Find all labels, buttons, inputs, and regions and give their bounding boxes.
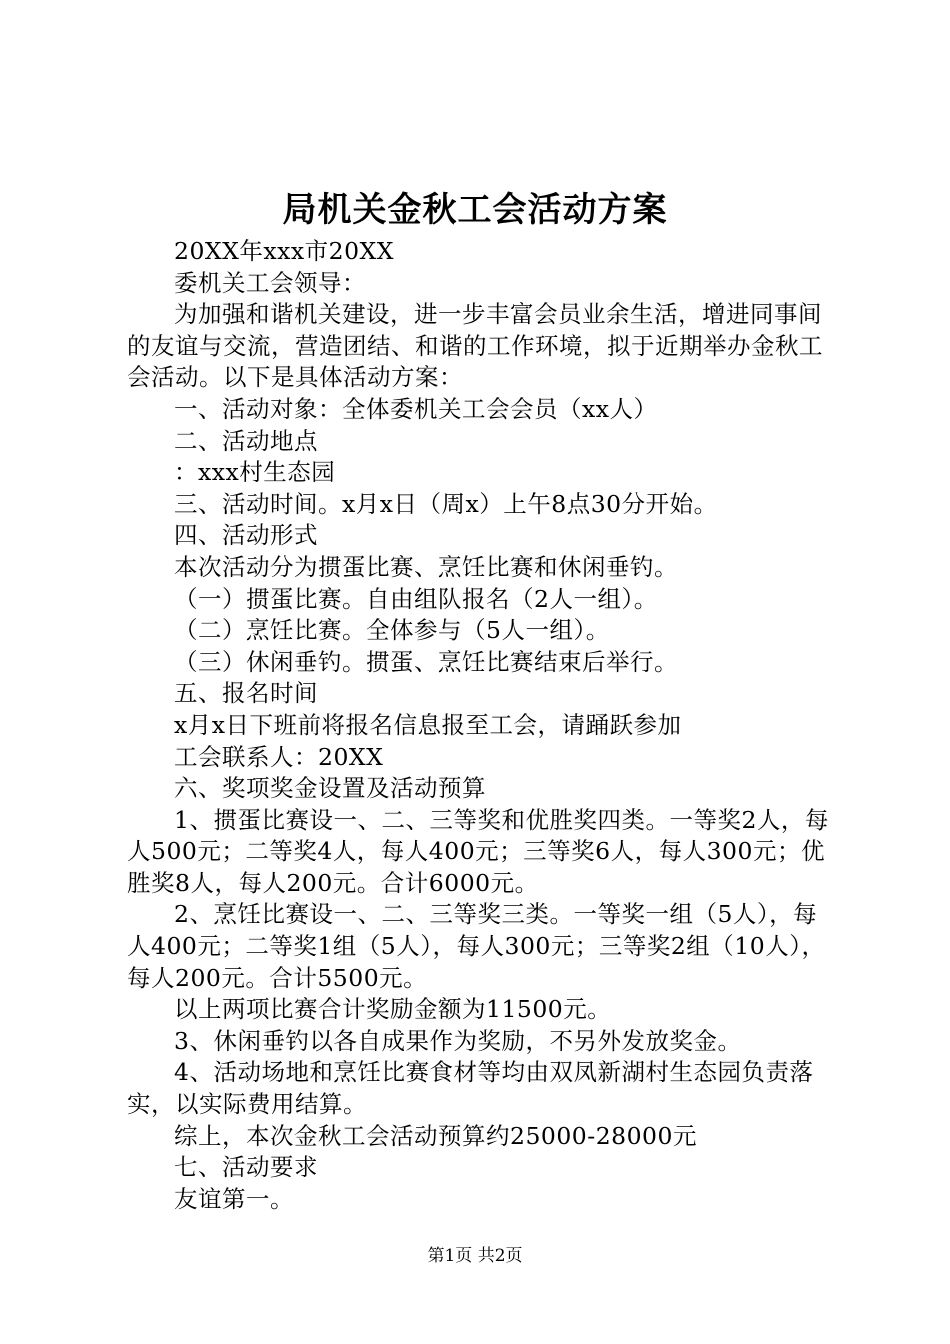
body-paragraph: 五、报名时间 [174, 679, 318, 708]
body-paragraph: 二、活动地点 [174, 426, 318, 455]
body-paragraph: 友谊第一。 [174, 1184, 294, 1213]
page-number: 第1页 共2页 [427, 1246, 523, 1266]
body-paragraph: （一）掼蛋比赛。自由组队报名（2人一组）。 [174, 584, 658, 613]
body-paragraph: 本次活动分为掼蛋比赛、烹饪比赛和休闲垂钓。 [174, 552, 678, 581]
body-paragraph: （二）烹饪比赛。全体参与（5人一组）。 [174, 616, 610, 645]
body-paragraph: 为加强和谐机关建设，进一步丰富会员业余生活，增进同事间的友谊与交流，营造团结、和谐的工作环境，拟于近期举办金秋工会活动。以下是具体活动方案： [127, 300, 823, 392]
body-paragraph: 20XX年xxx市20XX [174, 237, 394, 265]
body-paragraph: 4、活动场地和烹饪比赛食材等均由双凤新湖村生态园负责落实，以实际费用结算。 [127, 1058, 814, 1119]
body-paragraph: 1、掼蛋比赛设一、二、三等奖和优胜奖四类。一等奖2人，每人500元；二等奖4人，每人400元；三等奖6人，每人300元；优胜奖8人，每人200元。合计6000元。 [127, 805, 829, 897]
body-paragraph: x月x日下班前将报名信息报至工会，请踊跃参加 [174, 710, 682, 739]
body-paragraph: 综上，本次金秋工会活动预算约25000-28000元 [174, 1121, 697, 1150]
body-paragraph: （三）休闲垂钓。掼蛋、烹饪比赛结束后举行。 [174, 647, 678, 676]
body-paragraph: 工会联系人：20XX [174, 742, 384, 771]
body-paragraph: 以上两项比赛合计奖励金额为11500元。 [174, 995, 612, 1024]
body-paragraph: 3、休闲垂钓以各自成果作为奖励，不另外发放奖金。 [174, 1026, 742, 1055]
body-paragraph: 一、活动对象：全体委机关工会会员（xx人） [174, 394, 658, 423]
document-title: 局机关金秋工会活动方案 [282, 190, 668, 230]
body-paragraph: 四、活动形式 [174, 521, 318, 550]
document-body [127, 236, 837, 1215]
body-paragraph: 委机关工会领导： [174, 268, 366, 297]
body-paragraph: 六、奖项奖金设置及活动预算 [174, 774, 486, 803]
body-paragraph: 2、烹饪比赛设一、二、三等奖三类。一等奖一组（5人），每人400元；二等奖1组（5人），每人300元；三等奖2组（10人），每人200元。合计5500元。 [127, 900, 826, 992]
body-paragraph: 七、活动要求 [174, 1153, 318, 1182]
body-paragraph: 三、活动时间。x月x日（周x）上午8点30分开始。 [174, 489, 718, 518]
body-paragraph: ：xxx村生态园 [174, 458, 336, 487]
